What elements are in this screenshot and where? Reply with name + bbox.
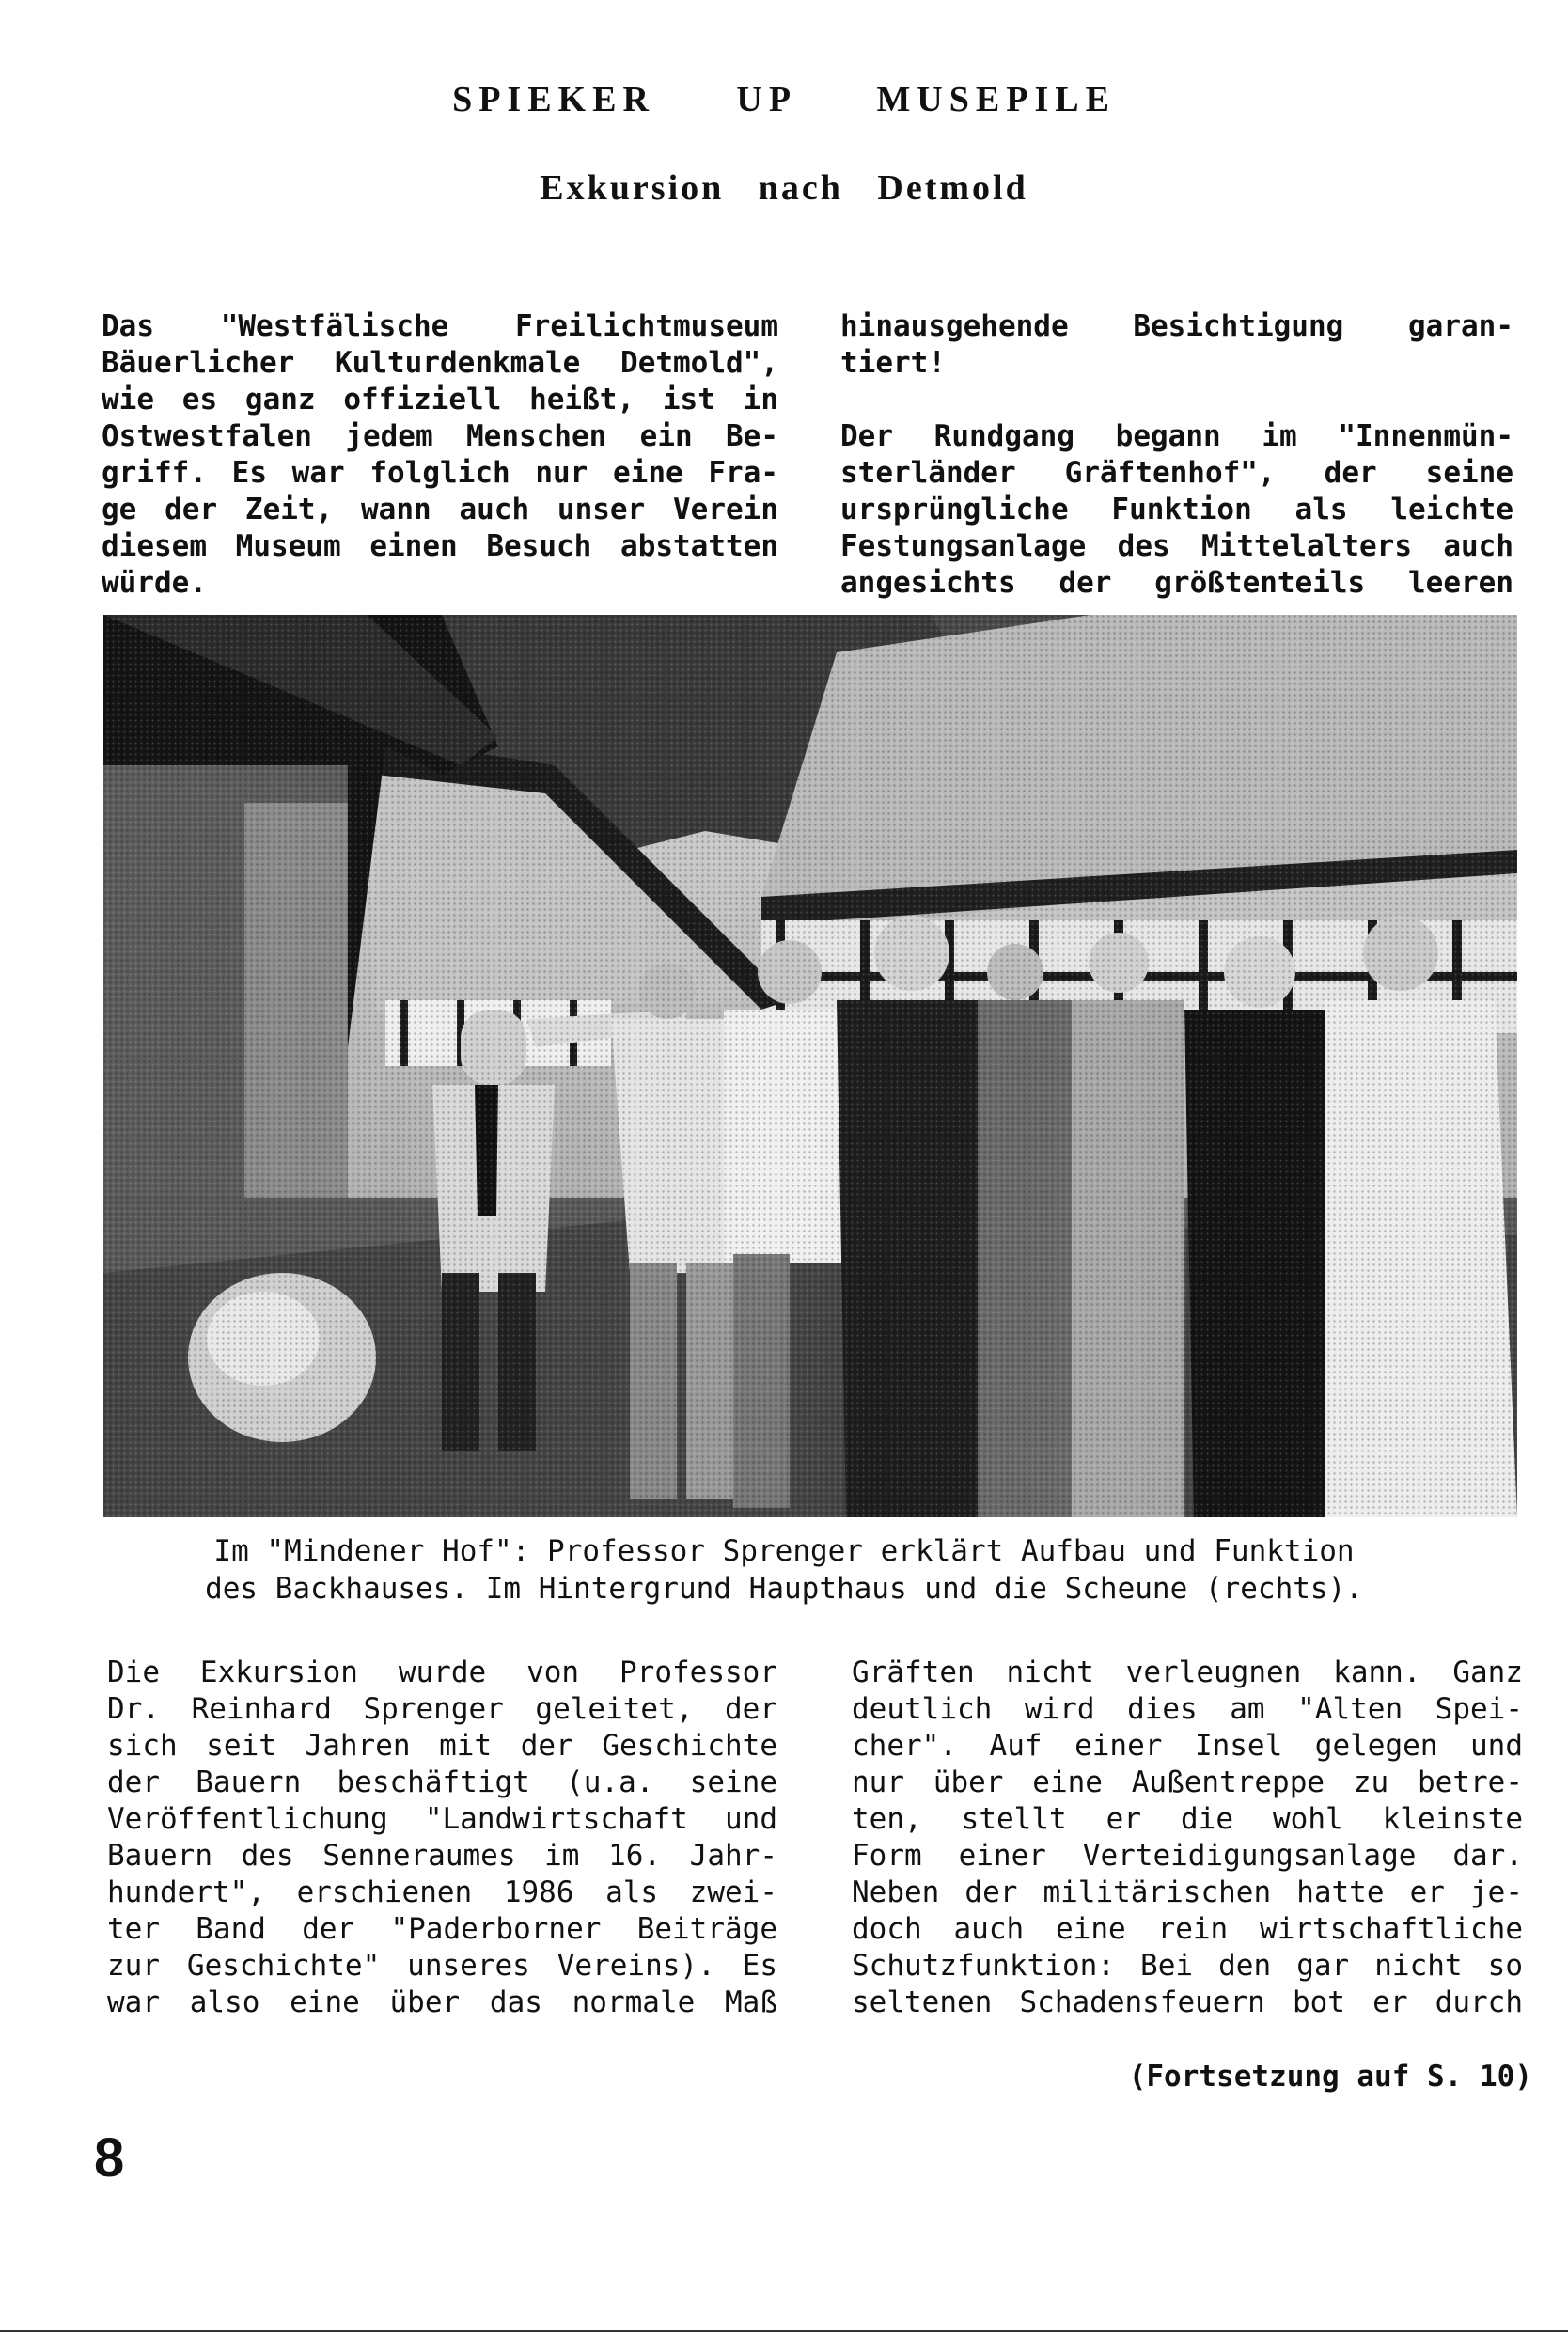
text-line: Bauern des Senneraumes im 16. Jahr- (107, 1839, 777, 1873)
text-line: der Bauern beschäftigt (u.a. seine (107, 1765, 777, 1799)
text-line: tiert! (840, 346, 946, 380)
text-line: Veröffentlichung "Landwirtschaft und (107, 1802, 777, 1836)
text-line: ursprüngliche Funktion als leichte (840, 493, 1513, 526)
bottom-rule (0, 2330, 1568, 2332)
text-line: Bäuerlicher Kulturdenkmale Detmold", (102, 346, 778, 380)
body-right-column (852, 1655, 1523, 2021)
text-line: sich seit Jahren mit der Geschichte (107, 1729, 777, 1763)
intro-left-column (102, 308, 778, 602)
text-line: sterländer Gräftenhof", der seine (840, 456, 1513, 490)
text-line: Gräften nicht verleugnen kann. Ganz (852, 1655, 1523, 1689)
photo-caption (0, 1532, 1568, 1608)
photo-illustration (103, 615, 1517, 1517)
text-line: Schutzfunktion: Bei den gar nicht so (852, 1949, 1523, 1983)
text-line: Die Exkursion wurde von Professor (107, 1655, 777, 1689)
text-line: cher". Auf einer Insel gelegen und (852, 1729, 1523, 1763)
page-number: 8 (94, 2127, 125, 2189)
text-line: ten, stellt er die wohl kleinste (852, 1802, 1523, 1836)
intro-right-column (840, 308, 1513, 602)
text-line: hundert", erschienen 1986 als zwei- (107, 1875, 777, 1909)
body-left-column (107, 1655, 777, 2021)
page-title: SPIEKER UP MUSEPILE (452, 80, 1116, 119)
text-line: Dr. Reinhard Sprenger geleitet, der (107, 1692, 777, 1726)
text-line: ge der Zeit, wann auch unser Verein (102, 493, 778, 526)
text-line: angesichts der größtenteils leeren (840, 566, 1513, 600)
article-subtitle: Exkursion nach Detmold (540, 168, 1028, 208)
text-line: Das "Westfälische Freilichtmuseum (102, 309, 778, 343)
text-line: seltenen Schadensfeuern bot er durch (852, 1985, 1523, 2019)
text-line: Der Rundgang begann im "Innenmün- (840, 419, 1513, 453)
text-line: Form einer Verteidigungsanlage dar. (852, 1839, 1523, 1873)
text-line: deutlich wird dies am "Alten Spei- (852, 1692, 1523, 1726)
paragraph-gap (840, 382, 1513, 418)
text-line: Festungsanlage des Mittelalters auch (840, 529, 1513, 563)
text-line: nur über eine Außentreppe zu betre- (852, 1765, 1523, 1799)
text-line: ter Band der "Paderborner Beiträge (107, 1912, 777, 1946)
text-line: hinausgehende Besichtigung garan- (840, 309, 1513, 343)
text-line: Neben der militärischen hatte er je- (852, 1875, 1523, 1909)
museum-group-photo (103, 615, 1517, 1517)
caption-line: des Backhauses. Im Hintergrund Haupthaus und die Scheune (rechts). (205, 1572, 1363, 1606)
text-line: doch auch eine rein wirtschaftliche (852, 1912, 1523, 1946)
text-line: würde. (102, 566, 207, 600)
text-line: war also eine über das normale Maß (107, 1985, 777, 2019)
text-line: zur Geschichte" unseres Vereins). Es (107, 1949, 777, 1983)
text-line: wie es ganz offiziell heißt, ist in (102, 383, 778, 416)
continuation-note: (Fortsetzung auf S. 10) (1128, 2060, 1532, 2094)
text-line: griff. Es war folglich nur eine Fra- (102, 456, 778, 490)
caption-line: Im "Mindener Hof": Professor Sprenger erklärt Aufbau und Funktion (213, 1534, 1355, 1568)
text-line: Ostwestfalen jedem Menschen ein Be- (102, 419, 778, 453)
text-line: diesem Museum einen Besuch abstatten (102, 529, 778, 563)
